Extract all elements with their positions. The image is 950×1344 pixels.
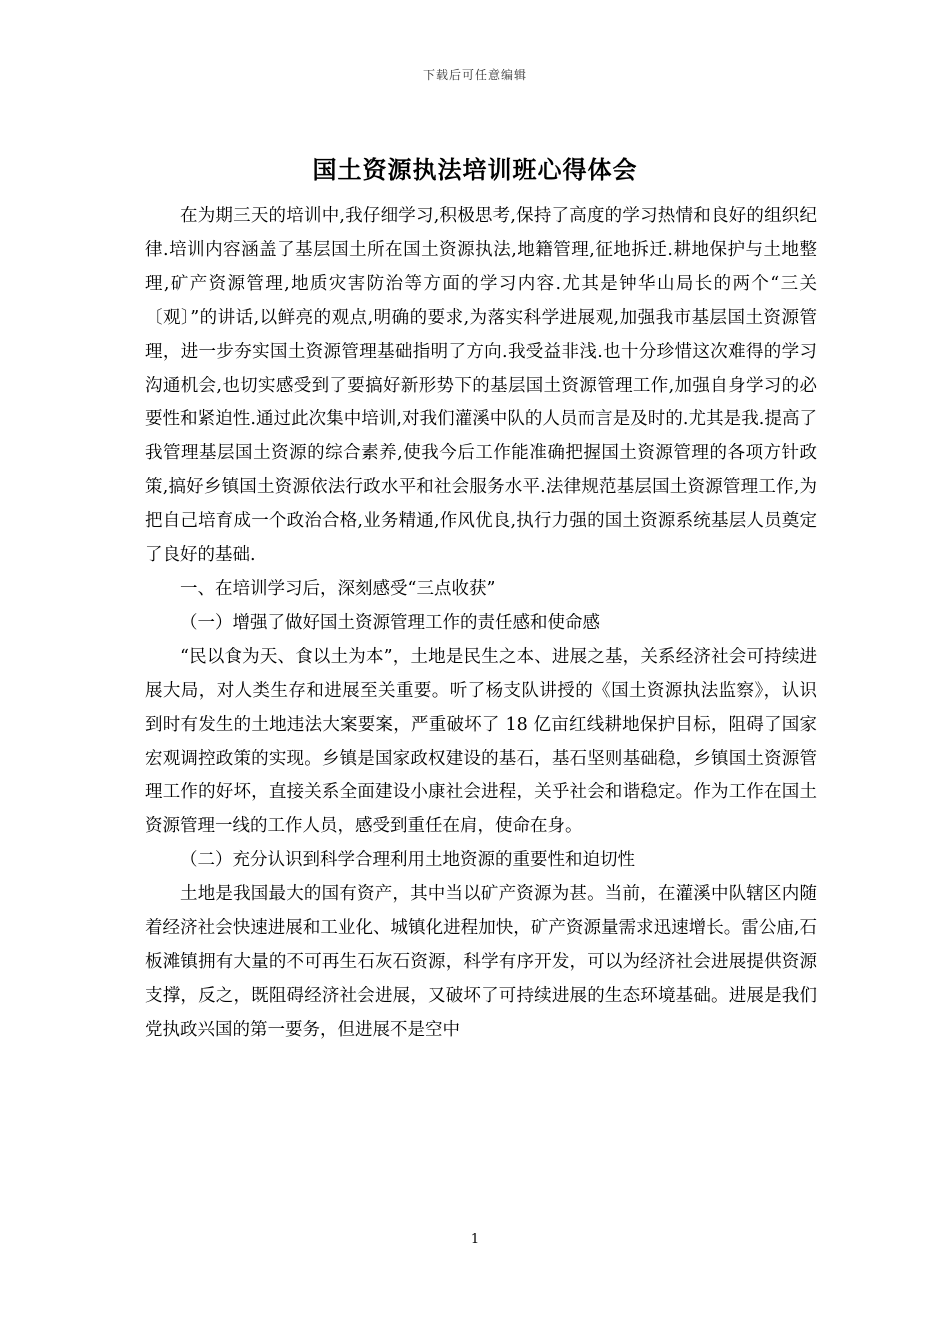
paragraph-mineral-resources: 土地是我国最大的国有资产，其中当以矿产资源为甚。当前，在灌溪中队辖区内随着经济社会快速进展和工业化、城镇化进程加快，矿产资源量需求迅速增长。雷公庙,石板滩镇拥有大量的不可再生石灰石资源，科学有序开发，可以为经济社会进展提供资源支撑，反之，既阻碍经济社会进展，又破坏了可持续进展的生态环境基础。进展是我们党执政兴国的第一要务，但进展不是空中	[145, 884, 817, 1040]
subsection-heading-2: （二）充分认识到科学合理利用土地资源的重要性和迫切性	[180, 850, 635, 871]
subsection-heading-1: （一）增强了做好国土资源管理工作的责任感和使命感	[180, 612, 600, 633]
paragraph-land-importance: “民以食为天、食以土为本”，土地是民生之本、进展之基，关系经济社会可持续进展大局，对人类生存和进展至关重要。听了杨支队讲授的《国土资源执法监察》，认识到时有发生的土地违法大案要案，严重破坏了 18 亿亩红线耕地保护目标，阻碍了国家宏观调控政策的实现。乡镇是国家政权建设的基石，基石坚则基础稳，乡镇国土资源管理工作的好坏，直接关系全面建设小康社会进程，关乎社会和谐稳定。作为工作在国土资源管理一线的工作人员，感受到重任在肩，使命在身。	[145, 646, 817, 837]
paragraph-intro: 在为期三天的培训中,我仔细学习,积极思考,保持了高度的学习热情和良好的组织纪律.培训内容涵盖了基层国土所在国土资源执法,地籍管理,征地拆迁.耕地保护与土地整理,矿产资源管理,地质灾害防治等方面的学习内容.尤其是钟华山局长的两个“三关〔观〕”的讲话,以鲜亮的观点,明确的要求,为落实科学进展观,加强我市基层国土资源管理，进一步夯实国土资源管理基础指明了方向.我受益非浅.也十分珍惜这次难得的学习沟通机会,也切实感受到了要搞好新形势下的基层国土资源管理工作,加强自身学习的必要性和紧迫性.通过此次集中培训,对我们灌溪中队的人员而言是及时的.尤其是我.提高了我管理基层国土资源的综合素养,使我今后工作能准确把握国土资源管理的各项方针政策,搞好乡镇国土资源依法行政水平和社会服务水平.法律规范基层国土资源管理工作,为把自己培育成一个政治合格,业务精通,作风优良,执行力强的国土资源系统基层人员奠定了良好的基础.	[145, 206, 817, 566]
section-heading-1: 一、在培训学习后，深刻感受“三点收获”	[180, 578, 496, 599]
header-note: 下载后可任意编辑	[422, 68, 527, 82]
document-body	[145, 200, 817, 1048]
document-title: 国土资源执法培训班心得体会	[312, 155, 638, 184]
page-number: 1	[470, 1232, 480, 1247]
